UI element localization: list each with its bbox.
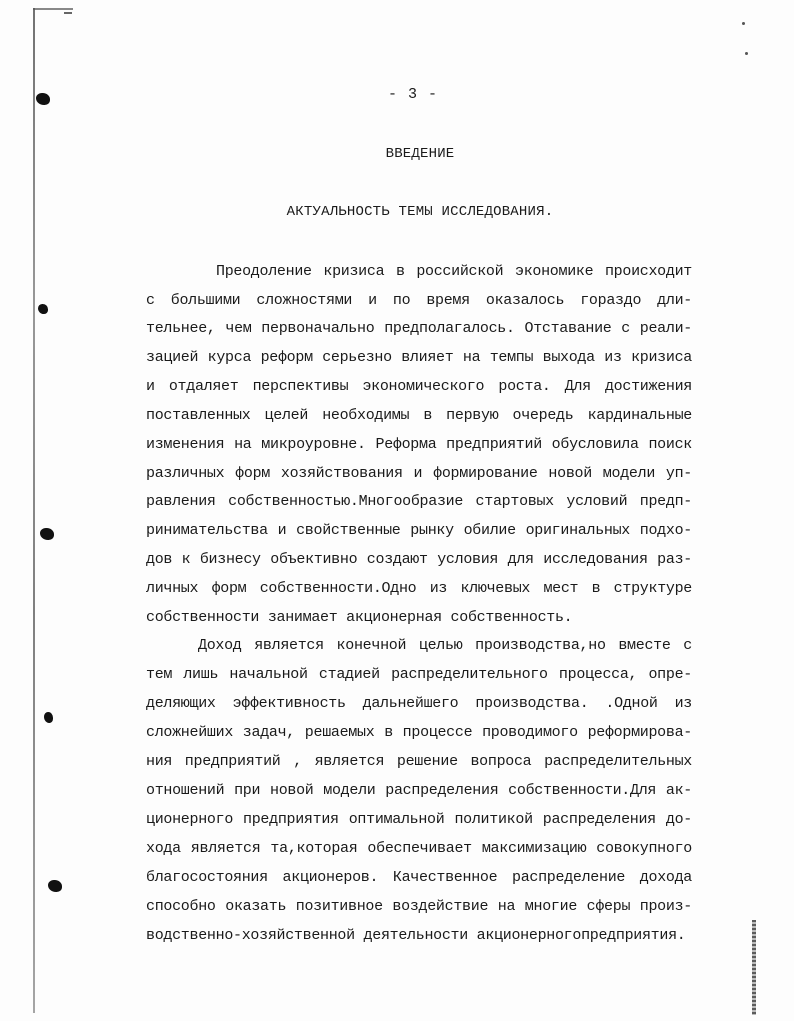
text-line: личных форм собственности.Одно из ключевых мест в структуре <box>146 580 692 597</box>
text-line: способно оказать позитивное воздействие на многие сферы произ- <box>146 898 692 915</box>
scan-top-edge <box>33 8 73 10</box>
punch-hole-mark <box>38 304 48 314</box>
text-line: ринимательства и свойственные рынку обилие оригинальных подхо- <box>146 522 692 539</box>
text-line: Преодоление кризиса в российской экономике происходит <box>216 263 692 280</box>
section-title: ВВЕДЕНИЕ <box>385 146 455 162</box>
text-line: ния предприятий , является решение вопроса распределительных <box>146 753 692 770</box>
text-line: различных форм хозяйствования и формирование новой модели уп- <box>146 465 692 482</box>
text-line: водственно-хозяйственной деятельности акционерногопредприятия. <box>146 927 686 944</box>
text-line: и отдаляет перспективы экономического роста. Для достижения <box>146 378 692 395</box>
text-line: равления собственностью.Многообразие стартовых условий предп- <box>146 493 692 510</box>
text-line: с большими сложностями и по время оказалось гораздо дли- <box>146 292 692 309</box>
text-line: ционерного предприятия оптимальной политикой распределения до- <box>146 811 692 828</box>
text-line: сложнейших задач, решаемых в процессе проводимого реформирова- <box>146 724 692 741</box>
text-line: собственности занимает акционерная собственность. <box>146 609 573 626</box>
scan-speck <box>745 52 748 55</box>
text-line: тем лишь начальной стадией распределительного процесса, опре- <box>146 666 692 683</box>
text-line: изменения на микроуровне. Реформа предприятий обусловила поиск <box>146 436 692 453</box>
text-line: хода является та,которая обеспечивает максимизацию совокупного <box>146 840 692 857</box>
punch-hole-mark <box>44 712 53 723</box>
scan-top-mark <box>64 12 72 14</box>
text-line: отношений при новой модели распределения собственности.Для ак- <box>146 782 692 799</box>
text-line: тельнее, чем первоначально предполагалось. Отставание с реали- <box>146 320 692 337</box>
scan-right-edge <box>752 920 756 1015</box>
punch-hole-mark <box>40 528 54 540</box>
text-line: зацией курса реформ серьезно влияет на темпы выхода из кризиса <box>146 349 692 366</box>
text-line: поставленных целей необходимы в первую очередь кардинальные <box>146 407 692 424</box>
punch-hole-mark <box>48 880 62 892</box>
page-number: - 3 - <box>387 86 438 103</box>
text-line: благосостояния акционеров. Качественное распределение дохода <box>146 869 692 886</box>
text-line: деляющих эффективность дальнейшего производства. .Одной из <box>146 695 692 712</box>
text-line: Доход является конечной целью производства,но вместе с <box>198 637 692 654</box>
text-line: дов к бизнесу объективно создают условия для исследования раз- <box>146 551 692 568</box>
subsection-title: АКТУАЛЬНОСТЬ ТЕМЫ ИССЛЕДОВАНИЯ. <box>286 204 554 220</box>
scan-speck <box>742 22 745 25</box>
